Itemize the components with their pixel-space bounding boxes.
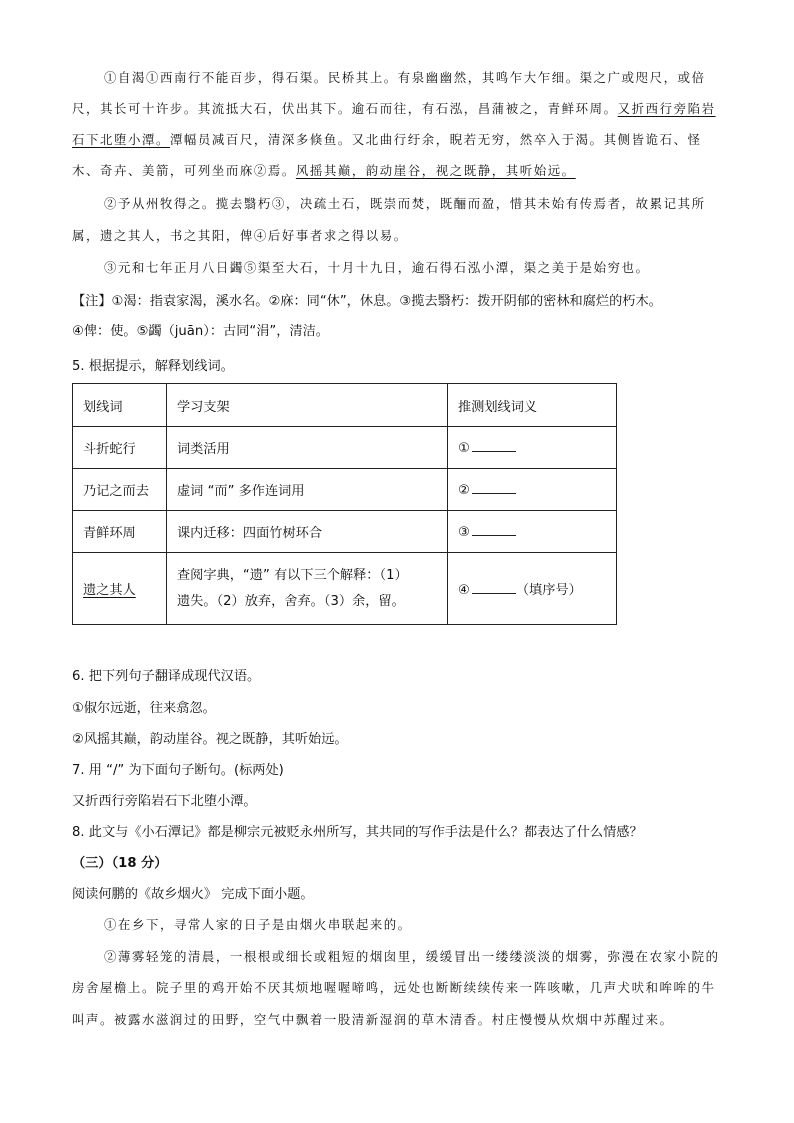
word-cell: 青鲜环周 xyxy=(73,511,167,553)
support-cell xyxy=(167,553,448,625)
q6-title: 6. 把下列句子翻译成现代汉语。 xyxy=(72,669,261,684)
support-line: 遗失。（2）放弃，舍弃。（3）余，留。 xyxy=(177,593,405,609)
table-header-row xyxy=(73,384,617,427)
answer-blank[interactable] xyxy=(472,481,516,494)
support-line: 查阅字典，“遗” 有以下三个解释：（1） xyxy=(177,567,408,583)
answer-blank[interactable] xyxy=(472,439,516,452)
passage-p1-line3 xyxy=(72,130,702,148)
header-cell: 划线词 xyxy=(73,384,167,427)
answer-number: ④ xyxy=(458,583,470,598)
passage-text: 木、奇卉、美箭，可列坐而庥②焉。 xyxy=(72,163,296,178)
underlined-sentence: 又折西行旁陷岩 xyxy=(617,101,716,116)
passage-p2-line1: ②予从州牧得之。揽去翳朽③，决疏土石，既崇而焚，既酾而盈，惜其未始有传焉者，故累记其所 xyxy=(104,196,706,211)
answer-suffix: （填序号） xyxy=(515,583,582,598)
table-row xyxy=(73,511,617,553)
answer-cell xyxy=(448,511,617,553)
passage-text: 尺，其长可十许步。其流抵大石，伏出其下。逾石而往，有石泓，昌蒲被之，青鲜环周。 xyxy=(72,101,618,116)
section3-p2-line3: 叫声。被露水滋润过的田野，空气中飘着一股清新湿润的草木清香。村庄慢慢从炊烟中苏醒过来。 xyxy=(72,1012,674,1027)
underlined-sentence: 石下北堕小潭。 xyxy=(72,132,170,147)
header-cell: 推测划线词义 xyxy=(448,384,617,427)
notes-line2: ④俾：使。⑤蠲（juān）：古同“涓”，清洁。 xyxy=(72,324,329,339)
header-cell: 学习支架 xyxy=(167,384,448,427)
word-cell xyxy=(73,553,167,625)
passage-p1-line1: ①自渴①西南行不能百步，得石渠。民桥其上。有泉幽幽然，其鸣乍大乍细。渠之广或咫尺，或倍 xyxy=(104,70,706,85)
passage-p3-line1: ③元和七年正月八日蠲⑤渠至大石，十月十九日，逾石得石泓小潭，渠之美于是始穷也。 xyxy=(104,260,650,275)
word-cell: 斗折蛇行 xyxy=(73,427,167,469)
answer-blank[interactable] xyxy=(472,523,516,536)
passage-p1-line2 xyxy=(72,99,716,117)
word-cell: 乃记之而去 xyxy=(73,469,167,511)
q6-sentence-2: ②风摇其巅，韵动崖谷。视之既静，其听始远。 xyxy=(72,732,348,747)
table-row xyxy=(73,469,617,511)
answer-number: ② xyxy=(458,483,470,498)
answer-cell xyxy=(448,469,617,511)
section3-p2-line1: ②薄雾轻笼的清晨，一根根或细长或粗短的烟囱里，缓缓冒出一缕缕淡淡的烟雾，弥漫在农家小院的 xyxy=(104,949,720,964)
passage-p2-line2: 属，遗之其人，书之其阳，俾④后好事者求之得以易。 xyxy=(72,228,408,243)
support-cell: 虚词 “而” 多作连词用 xyxy=(167,469,448,511)
section3-p2-line2: 房舍屋檐上。院子里的鸡开始不厌其烦地喔喔啼鸣，远处也断断续续传来一阵咳嗽，几声犬吠和哞哞的牛 xyxy=(72,980,716,995)
support-cell: 课内迁移：四面竹树环合 xyxy=(167,511,448,553)
answer-cell xyxy=(448,427,617,469)
passage-p1-line4 xyxy=(72,161,576,179)
q6-sentence-1: ①俶尔远逝，往来翕忽。 xyxy=(72,701,216,716)
section3-p1: ①在乡下，寻常人家的日子是由烟火串联起来的。 xyxy=(104,917,412,932)
table-row xyxy=(73,553,617,625)
underlined-word: 遗之其人 xyxy=(83,583,136,598)
underlined-sentence: 风摇其巅，韵动崖谷，视之既静，其听始远。 xyxy=(295,163,576,178)
answer-number: ① xyxy=(458,441,470,456)
notes-line1: 【注】①渴：指袁家渴，溪水名。②庥：同“休”，休息。③揽去翳朽：拨开阴郁的密林和腐烂的朽木。 xyxy=(72,294,662,309)
answer-cell xyxy=(448,553,617,625)
table-row xyxy=(73,427,617,469)
answer-number: ③ xyxy=(458,525,470,540)
q5-table xyxy=(72,383,617,625)
q7-title: 7. 用 “/” 为下面句子断句。(标两处) xyxy=(72,763,284,778)
q7-sentence: 又折西行旁陷岩石下北堕小潭。 xyxy=(72,794,257,809)
q8-title: 8. 此文与《小石潭记》都是柳宗元被贬永州所写，其共同的写作手法是什么？都表达了什么情感？ xyxy=(72,825,643,840)
q5-title: 5. 根据提示，解释划线词。 xyxy=(72,359,234,374)
support-cell: 词类活用 xyxy=(167,427,448,469)
passage-text: 潭幅员减百尺，清深多倏鱼。又北曲行纡余，睨若无穷，然卒入于渴。其侧皆诡石、怪 xyxy=(169,132,702,147)
answer-blank[interactable] xyxy=(472,581,516,594)
section3-heading: （三）（18 分） xyxy=(72,856,168,871)
section3-intro: 阅读何鹏的《故乡烟火》 完成下面小题。 xyxy=(72,887,314,902)
